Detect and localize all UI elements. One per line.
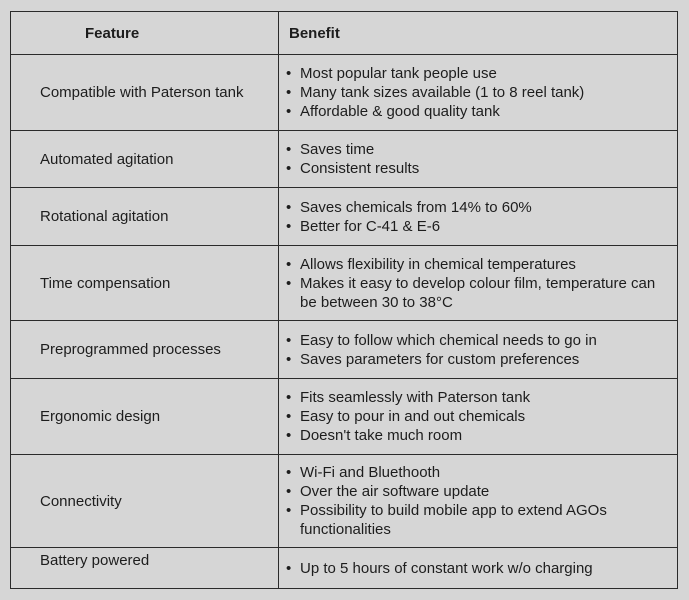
benefit-item: • Easy to pour in and out chemicals: [286, 407, 671, 426]
benefit-item: • Most popular tank people use: [286, 64, 671, 83]
benefit-column-header: Benefit: [279, 12, 678, 55]
benefit-item: • Wi-Fi and Bluethooth: [286, 463, 671, 482]
benefit-list: [286, 198, 671, 236]
benefit-item: • Affordable & good quality tank: [286, 102, 671, 121]
feature-cell: Ergonomic design: [11, 379, 279, 455]
benefit-list: [286, 255, 671, 312]
feature-benefit-table: [10, 11, 678, 589]
feature-cell: Connectivity: [11, 455, 279, 548]
feature-cell: Battery powered: [11, 548, 279, 589]
benefit-list: [286, 388, 671, 445]
table-row: [11, 548, 678, 589]
benefit-cell: [279, 246, 678, 321]
feature-cell: Automated agitation: [11, 131, 279, 188]
benefit-cell: [279, 188, 678, 246]
benefit-item: • Consistent results: [286, 159, 671, 178]
table-row: [11, 131, 678, 188]
benefit-item: • Makes it easy to develop colour film, temperature can be between 30 to 38°C: [286, 274, 671, 312]
benefit-item: • Saves chemicals from 14% to 60%: [286, 198, 671, 217]
table-row: [11, 321, 678, 379]
benefit-list: [286, 463, 671, 539]
table-row: [11, 188, 678, 246]
table-row: [11, 455, 678, 548]
benefit-cell: [279, 548, 678, 589]
benefit-cell: [279, 321, 678, 379]
benefit-list: [286, 64, 671, 121]
benefit-item: • Easy to follow which chemical needs to go in: [286, 331, 671, 350]
benefit-item: • Better for C-41 & E-6: [286, 217, 671, 236]
benefit-item: • Saves time: [286, 140, 671, 159]
feature-cell: Preprogrammed processes: [11, 321, 279, 379]
benefit-cell: [279, 55, 678, 131]
benefit-item: • Doesn't take much room: [286, 426, 671, 445]
feature-cell: Time compensation: [11, 246, 279, 321]
benefit-cell: [279, 131, 678, 188]
benefit-cell: [279, 455, 678, 548]
feature-column-header: Feature: [11, 12, 279, 55]
benefit-item: • Saves parameters for custom preferences: [286, 350, 671, 369]
benefit-item: • Fits seamlessly with Paterson tank: [286, 388, 671, 407]
table-row: [11, 379, 678, 455]
feature-cell: Rotational agitation: [11, 188, 279, 246]
feature-cell: Compatible with Paterson tank: [11, 55, 279, 131]
benefit-item: • Over the air software update: [286, 482, 671, 501]
benefit-list: [286, 559, 671, 578]
benefit-list: [286, 140, 671, 178]
table-row: [11, 55, 678, 131]
benefit-item: • Possibility to build mobile app to extend AGOs functionalities: [286, 501, 671, 539]
table-row: [11, 246, 678, 321]
header-row: [11, 12, 678, 55]
benefit-cell: [279, 379, 678, 455]
benefit-item: • Allows flexibility in chemical temperatures: [286, 255, 671, 274]
benefit-item: • Up to 5 hours of constant work w/o charging: [286, 559, 671, 578]
benefit-item: • Many tank sizes available (1 to 8 reel tank): [286, 83, 671, 102]
benefit-list: [286, 331, 671, 369]
